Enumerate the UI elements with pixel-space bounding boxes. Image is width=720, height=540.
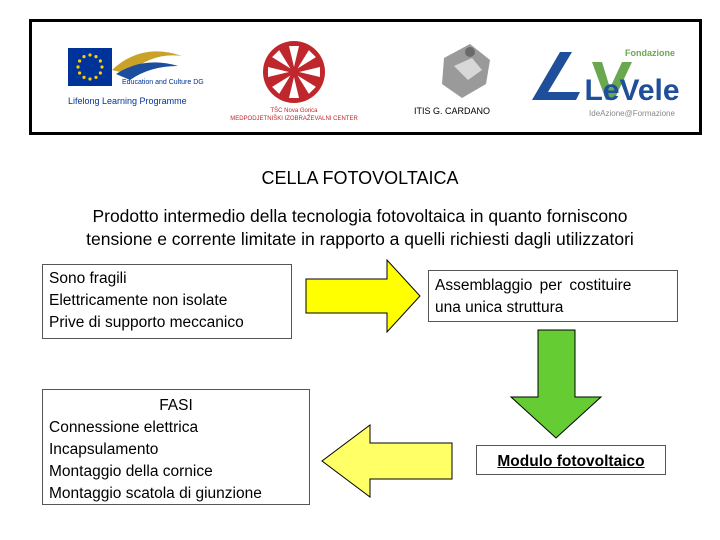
arrow-down [511, 330, 601, 438]
levele-fondazione: Fondazione [625, 48, 675, 58]
properties-box [42, 264, 292, 339]
assembly-line-2: una unica struttura [435, 299, 564, 316]
phases-heading: FASI [159, 397, 193, 414]
school-label: ITIS G. CARDANO [413, 106, 491, 116]
intro-line-2: tensione e corrente limitate in rapporto a quelli richiesti dagli utilizzatori [86, 229, 634, 249]
phase-line: Montaggio scatola di giunzione [49, 485, 262, 502]
property-line: Elettricamente non isolate [49, 292, 228, 309]
tsc-logo-line2: MEDPODJETNIŠKI IZOBRAŽEVALNI CENTER [230, 116, 358, 122]
arrow-right [306, 260, 420, 332]
assembly-box [428, 270, 678, 322]
levele-tagline: IdeAzione@Formazione [589, 109, 675, 118]
arrow-left [322, 425, 452, 497]
phase-line: Incapsulamento [49, 441, 159, 458]
page-title: CELLA FOTOVOLTAICA [261, 168, 459, 188]
phase-line: Montaggio della cornice [49, 463, 213, 480]
assembly-line-1: Assemblaggio per costituire [435, 277, 632, 294]
property-line: Sono fragili [49, 270, 127, 287]
property-line: Prive di supporto meccanico [49, 314, 244, 331]
phases-box [42, 389, 310, 505]
phase-line: Connessione elettrica [49, 419, 199, 436]
eu-logo-line1: Education and Culture DG [122, 79, 204, 86]
intro-line-1: Prodotto intermedio della tecnologia fotovoltaica in quanto forniscono [92, 206, 628, 226]
levele-brand: LeVele [584, 74, 680, 107]
eu-logo-line2: Lifelong Learning Programme [68, 96, 187, 106]
tsc-logo-line1: TŠC Nova Gorica [270, 108, 318, 114]
module-box: Modulo fotovoltaico [476, 445, 666, 475]
